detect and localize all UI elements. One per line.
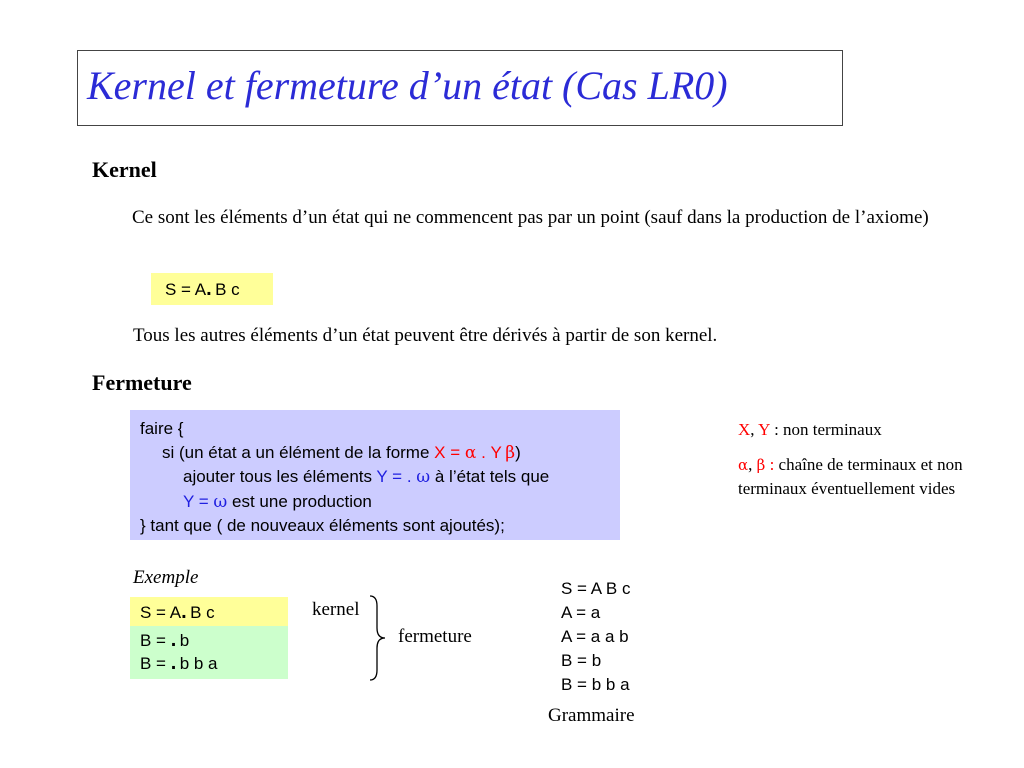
kernel-annotation: kernel: [312, 599, 360, 620]
legend-X: X: [738, 420, 751, 439]
legend-nonterminals-text: : non terminaux: [769, 420, 882, 439]
kernel-derivation-note: Tous les autres éléments d’un état peuvent être dérivés à partir de son kernel.: [133, 325, 718, 346]
axiom-item-right: B c: [215, 280, 240, 299]
slide-title: Kernel et fermeture d’un état (Cas LR0): [87, 63, 728, 108]
grammar-rule: S = A B c: [561, 579, 631, 598]
grammar-rule: A = a a b: [561, 627, 629, 646]
legend-nonterminals: [738, 418, 882, 441]
legend-comma-2: ,: [748, 455, 757, 474]
algorithm-line-5: [140, 514, 620, 538]
closure-item-dot: .: [170, 629, 177, 651]
curly-brace-icon: [366, 594, 390, 682]
example-kernel-item: [130, 597, 288, 626]
algorithm-line-1: [140, 417, 620, 441]
example-kernel-dot: .: [181, 601, 187, 623]
closure-item-right: b b a: [179, 654, 218, 673]
legend-Y: Y: [758, 420, 770, 439]
example-kernel-left: S = A: [140, 603, 182, 622]
legend-comma-1: ,: [750, 420, 759, 439]
legend-beta: β: [756, 456, 766, 474]
legend-strings-text: chaîne de terminaux et non terminaux éventuellement vides: [738, 455, 963, 498]
legend-colon: :: [765, 455, 779, 474]
axiom-item-box: [151, 273, 273, 305]
algorithm-symbol-X: X: [434, 442, 446, 462]
algorithm-line-4-suffix: est une production: [227, 491, 372, 511]
example-closure-item: [140, 652, 288, 675]
algorithm-line-4: [140, 490, 620, 515]
kernel-definition: Ce sont les éléments d’un état qui ne commencent pas par un point (sauf dans la production de l’axiome): [132, 207, 929, 228]
algorithm-line-3-suffix: à l’état tels que: [430, 467, 550, 486]
closure-item-left: B =: [140, 654, 171, 673]
example-closure-item: [140, 629, 288, 652]
algorithm-dot: .: [476, 442, 491, 462]
grammar-rule: B = b b a: [561, 675, 630, 694]
grammar-rule: A = a: [561, 603, 601, 622]
algorithm-symbol-Y: Y: [490, 442, 502, 462]
example-closure-items: [130, 626, 288, 679]
grammar-rules: [561, 577, 630, 697]
legend-strings: [738, 453, 990, 500]
closure-item-left: B =: [140, 631, 171, 650]
closure-algorithm-box: [130, 410, 620, 540]
fermeture-annotation: fermeture: [398, 626, 472, 647]
algorithm-line-2-prefix: si (un état a un élément de la forme: [162, 442, 435, 462]
fermeture-heading: Fermeture: [92, 370, 192, 395]
algorithm-line-3: [140, 465, 620, 490]
algorithm-symbol-beta: β: [505, 442, 516, 463]
example-kernel-right: B c: [190, 603, 215, 622]
algorithm-line-2: [140, 441, 620, 466]
grammar-rule: B = b: [561, 651, 602, 670]
axiom-item-dot: .: [206, 278, 212, 300]
axiom-item-left: S = A: [165, 280, 207, 299]
algorithm-line-3-prefix: ajouter tous les éléments: [183, 467, 377, 486]
grammar-caption: Grammaire: [548, 705, 635, 726]
closure-item-dot: .: [170, 652, 177, 674]
closure-item-right: b: [179, 631, 190, 650]
legend-alpha: α: [738, 456, 749, 474]
algorithm-production-omega: ω: [213, 491, 228, 512]
algorithm-symbol-alpha: α: [464, 442, 477, 463]
example-label: Exemple: [133, 567, 199, 588]
algorithm-item-Y-dot: Y = .: [376, 467, 417, 486]
algorithm-line-1-text: faire {: [140, 419, 184, 438]
algorithm-equals: =: [445, 442, 465, 462]
algorithm-production-Y: Y =: [183, 491, 214, 511]
algorithm-symbol-omega: ω: [416, 467, 431, 487]
kernel-heading: Kernel: [92, 157, 157, 182]
algorithm-line-2-suffix: ): [515, 442, 521, 462]
algorithm-line-5-text: } tant que ( de nouveaux éléments sont ajoutés);: [140, 516, 505, 535]
